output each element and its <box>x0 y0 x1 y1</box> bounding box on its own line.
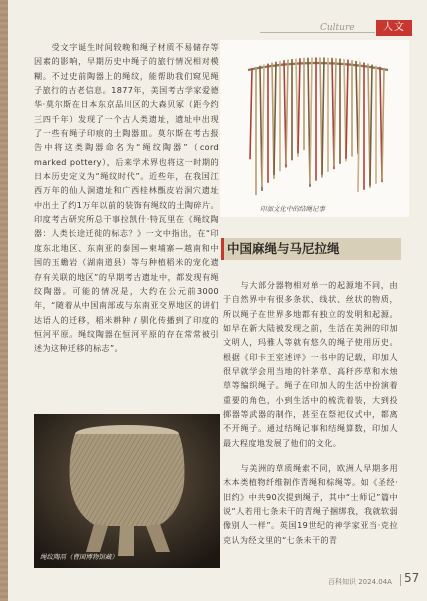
page-number: 57 <box>404 571 420 585</box>
section-title: 中国麻绳与马尼拉绳 <box>221 238 401 260</box>
left-article-paragraph: 受文字诞生时间较晚和绳子材质不易储存等因素的影响，早期历史中绳子的旅行情况相对模糊。不过史前陶器上的绳纹，能帮助我们窥见绳子旅行的古老信息。1877年，美国考古学家爱德华·莫尔斯在日本东京品川区的大森贝冢（距今约三四千年）发现了一个古人类遗址，遗址中出现了一些有绳子印痕的土陶器皿。莫尔斯在考古报告中将这类陶器命名为“绳纹陶器”（cord marked pottery），后来学术界也将这一时期的日本历史定义为“绳纹时代”。近些年，在我国江西万年的仙人洞遗址和广西桂林甑皮岩洞穴遗址中出土了约1万年以前的装饰有绳纹的土陶碎片。印度考古研究所总干事拉凯什·特瓦里在《绳纹陶器：人类长途迁徙的标志？》一文中指出，在“印度东北地区、东南亚的泰国—柬埔寨—越南和中国的玉蟾岩（湖南道县）等与种植稻米的宠化遗存有关联的地区”的早期考古遗址中，都发现有绳纹陶器。可能的情况是，大约在公元前3000年，“随着从中国南部或与东南亚交界地区的讲们达语人的迁移，稻米耕种 / 驯化传播到了印度的恒河平原。绳纹陶器在恒河平原的存在常常被引述为这种迁移的标志”。 <box>34 42 219 354</box>
quipu-cord <box>334 59 336 166</box>
right-article-paragraph-1: 与大部分器物相对单一的起源地不同，由于自然界中有很多条状、线状、丝状的物质，所以绳子在世界多地都有独立的发明和起源。如早在新大陆被发现之前，生活在美洲的印加文明人，玛雅人等就有悠久的绳子使用历史。根据《印卡王室述评》一书中的记载，印加人很早就学会用当地的针茅草、高秆莎草和水烛草等编织绳子。绳子在印加人的生活中扮演着重要的角色，小到生活中的梳洗着装，大到投掷器等武器的制作，甚至在祭祀仪式中，都离不开绳子。通过结绳记事和结绳算数，印加人最大程度地发展了他们的文化。 <box>223 280 398 448</box>
quipu-cord <box>356 62 358 154</box>
quipu-cord <box>262 65 264 186</box>
section-badge: 人文 <box>376 20 412 36</box>
quipu-cord <box>286 60 288 163</box>
quipu-cord <box>298 59 300 153</box>
page-edge-decoration <box>0 0 8 601</box>
quipu-cord <box>274 62 276 174</box>
footer-divider <box>400 574 401 586</box>
quipu-cord <box>322 58 324 174</box>
cord-marked-pottery-photo <box>34 414 220 568</box>
right-article-paragraph-2: 与美洲的草质绳索不同，欧洲人早期多用木本类植物纤维制作青绳和棕绳等。如《圣经·旧约》中共90次提到绳子，其中“士师记”篇中说“人若用七条未干的青绳子捆绑我，我就软弱像别人一样”。英国19世纪的神学家亚当·克拉克认为经文里的“七条未干的青 <box>223 463 398 545</box>
quipu-cord <box>370 65 372 185</box>
quipu-cord <box>250 69 252 159</box>
quipu-illustration <box>220 40 409 217</box>
quipu-cord <box>346 60 348 158</box>
quipu-photo <box>220 40 409 217</box>
pottery-caption: 绳纹陶鬲（曹国博物馆藏） <box>40 553 118 561</box>
quipu-caption: 印加文化中的结绳记事 <box>260 205 325 213</box>
pottery-illustration <box>34 414 220 568</box>
quipu-cord <box>358 62 360 191</box>
quipu-cord <box>310 58 312 183</box>
section-label-en: Culture <box>320 23 355 33</box>
magazine-issue: 百科知识 2024.04A <box>328 578 392 586</box>
quipu-cord <box>382 69 384 180</box>
header-rule <box>260 32 375 33</box>
